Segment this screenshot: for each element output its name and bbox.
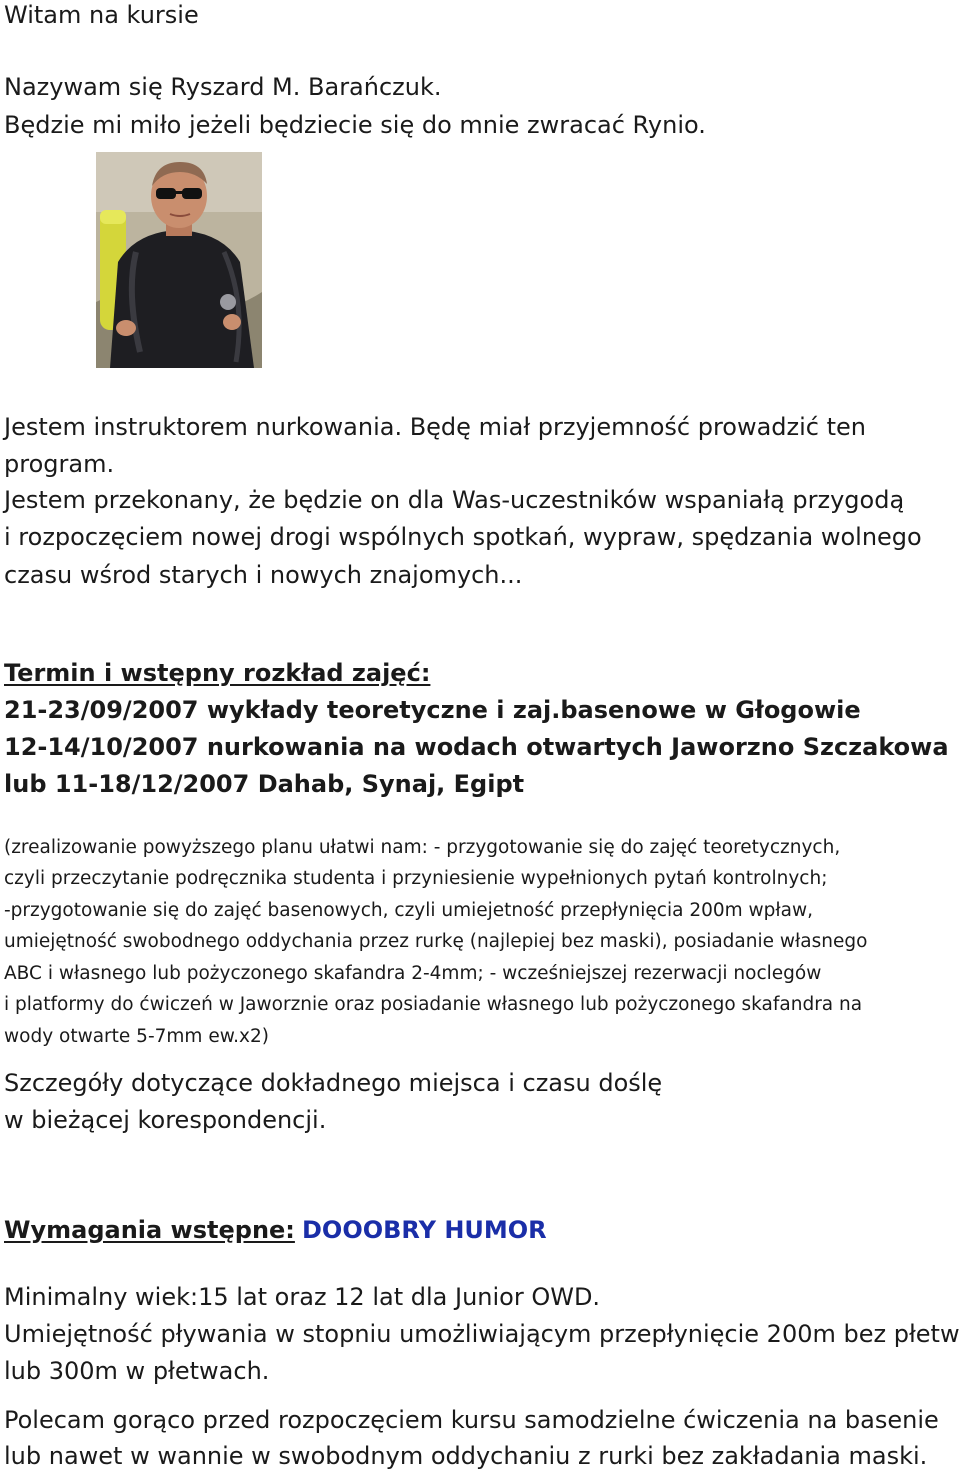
details-line-1: Szczegóły dotyczące dokładnego miejsca i czasu doślę	[4, 1069, 663, 1097]
about-line-2: program.	[4, 450, 115, 478]
schedule-heading: Termin i wstępny rozkład zajęć:	[4, 659, 431, 687]
welcome-heading: Witam na kursie	[4, 1, 199, 29]
about-line-4: i rozpoczęciem nowej drogi wspólnych spotkań, wypraw, spędzania wolnego	[4, 523, 922, 551]
instructor-name-line: Nazywam się Ryszard M. Barańczuk.	[4, 73, 442, 101]
about-line-3: Jestem przekonany, że będzie on dla Was-uczestników wspaniałą przygodą	[4, 486, 905, 514]
about-line-5: czasu wśrod starych i nowych znajomych...	[4, 561, 523, 589]
recommendation-line-2: lub nawet w wannie w swobodnym oddychaniu z rurki bez zakładania maski.	[4, 1442, 928, 1470]
requirements-humor-value: DOOOBRY HUMOR	[302, 1216, 547, 1244]
schedule-item: 12-14/10/2007 nurkowania na wodach otwartych Jaworzno Szczakowa	[4, 733, 949, 761]
requirements-line: Minimalny wiek:15 lat oraz 12 lat dla Junior OWD.	[4, 1283, 601, 1311]
notes-line: (zrealizowanie powyższego planu ułatwi nam: - przygotowanie się do zajęć teoretycznych,	[4, 837, 841, 858]
notes-line: wody otwarte 5-7mm ew.x2)	[4, 1026, 269, 1047]
notes-line: ABC i własnego lub pożyczonego skafandra 2-4mm; - wcześniejszej rezerwacji noclegów	[4, 963, 822, 984]
requirements-line: lub 300m w płetwach.	[4, 1357, 270, 1385]
notes-line: umiejętność swobodnego oddychania przez rurkę (najlepiej bez maski), posiadanie własnego	[4, 931, 868, 952]
recommendation-line-1: Polecam gorąco przed rozpoczęciem kursu samodzielne ćwiczenia na basenie	[4, 1406, 939, 1434]
about-line-1: Jestem instruktorem nurkowania. Będę miał przyjemność prowadzić ten	[4, 413, 867, 441]
nickname-line: Będzie mi miło jeżeli będziecie się do mnie zwracać Rynio.	[4, 111, 706, 139]
details-line-2: w bieżącej korespondencji.	[4, 1106, 327, 1134]
schedule-item: lub 11-18/12/2007 Dahab, Synaj, Egipt	[4, 770, 525, 798]
notes-line: i platformy do ćwiczeń w Jaworznie oraz posiadanie własnego lub pożyczonego skafandra na	[4, 994, 863, 1015]
notes-line: -przygotowanie się do zajęć basenowych, czyli umiejetność przepłynięcia 200m wpław,	[4, 900, 814, 921]
diver-portrait-icon	[96, 152, 262, 368]
notes-line: czyli przeczytanie podręcznika studenta i przyniesienie wypełnionych pytań kontrolnych;	[4, 868, 828, 889]
diver-portrait-image	[96, 152, 262, 368]
requirements-label: Wymagania wstępne:	[4, 1216, 295, 1244]
schedule-item: 21-23/09/2007 wykłady teoretyczne i zaj.basenowe w Głogowie	[4, 696, 861, 724]
requirements-line: Umiejętność pływania w stopniu umożliwiającym przepłynięcie 200m bez płetw	[4, 1320, 960, 1348]
